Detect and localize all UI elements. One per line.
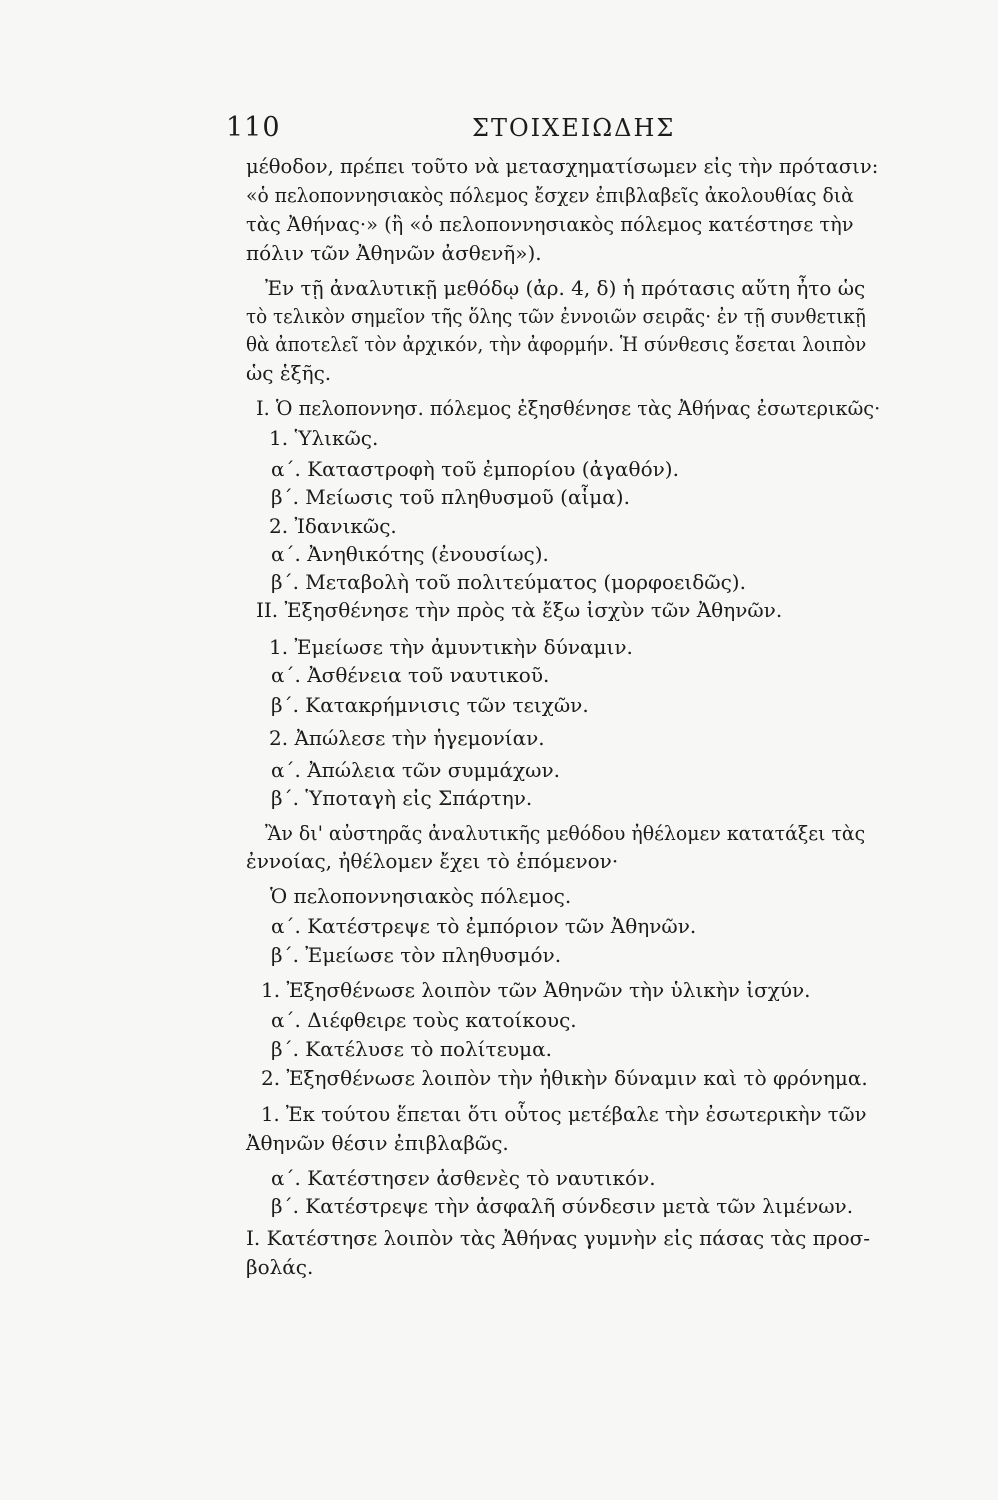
outline-item: 1. Ἐξησθένωσε λοιπὸν τῶν Ἀθηνῶν τὴν ὑλικὴν ἰσχύν. bbox=[261, 978, 811, 1002]
text-line: «ὁ πελοποννησιακὸς πόλεμος ἔσχεν ἐπιβλαβεῖς ἀκολουθίας διὰ bbox=[246, 183, 854, 207]
outline-subitem: α΄. Ἀνηθικότης (ἐνουσίως). bbox=[271, 542, 549, 566]
outline-subitem: α΄. Κατέστησεν ἀσθενὲς τὸ ναυτικόν. bbox=[271, 1166, 656, 1190]
outline-subitem: β΄. Κατακρήμνισις τῶν τειχῶν. bbox=[271, 693, 589, 717]
page-header bbox=[226, 112, 866, 148]
outline-item: 2. Ἀπώλεσε τὴν ἡγεμονίαν. bbox=[269, 726, 545, 750]
outline-subitem: β΄. Ὑποταγὴ εἰς Σπάρτην. bbox=[271, 786, 533, 810]
text-line: πόλιν τῶν Ἀθηνῶν ἀσθενῆ»). bbox=[246, 241, 542, 265]
outline-subitem: β΄. Ἐμείωσε τὸν πληθυσμόν. bbox=[271, 943, 562, 967]
text-line: μέθοδον, πρέπει τοῦτο νὰ μετασχηματίσωμεν εἰς τὴν πρότασιν: bbox=[246, 154, 879, 178]
page-number: 110 bbox=[226, 112, 281, 143]
text-line: βολάς. bbox=[246, 1255, 314, 1279]
outline-subitem: β΄. Κατέστρεψε τὴν ἀσφαλῆ σύνδεσιν μετὰ τῶν λιμένων. bbox=[271, 1194, 854, 1218]
text-line: Ἂν δι' αὐστηρᾶς ἀναλυτικῆς μεθόδου ἠθέλομεν κατατάξει τὰς bbox=[265, 821, 866, 845]
outline-heading: Ὁ πελοποννησιακὸς πόλεμος. bbox=[270, 884, 572, 908]
text-line: θὰ ἀποτελεῖ τὸν ἀρχικόν, τὴν ἀφορμήν. Ἡ σύνθεσις ἔσεται λοιπὸν bbox=[246, 332, 867, 356]
outline-subitem: β΄. Μεταβολὴ τοῦ πολιτεύματος (μορφοειδῶς). bbox=[271, 570, 746, 594]
outline-heading: I. Κατέστησε λοιπὸν τὰς Ἀθήνας γυμνὴν εἰς πάσας τὰς προσ- bbox=[246, 1226, 871, 1250]
outline-item: 1. Ἐκ τούτου ἕπεται ὅτι οὗτος μετέβαλε τὴν ἐσωτερικὴν τῶν bbox=[261, 1102, 867, 1126]
outline-subitem: α΄. Καταστροφὴ τοῦ ἐμπορίου (ἀγαθόν). bbox=[271, 457, 679, 481]
outline-subitem: α΄. Ἀσθένεια τοῦ ναυτικοῦ. bbox=[271, 663, 550, 687]
outline-item: 1. Ἐμείωσε τὴν ἀμυντικὴν δύναμιν. bbox=[269, 635, 633, 659]
outline-item: 2. Ἰδανικῶς. bbox=[269, 514, 397, 538]
outline-subitem: α΄. Κατέστρεψε τὸ ἐμπόριον τῶν Ἀθηνῶν. bbox=[271, 914, 697, 938]
outline-subitem: β΄. Μείωσις τοῦ πληθυσμοῦ (αἷμα). bbox=[271, 485, 630, 509]
text-line: τὰς Ἀθήνας·» (ἢ «ὁ πελοποννησιακὸς πόλεμος κατέστησε τὴν bbox=[246, 212, 854, 236]
outline-subitem: α΄. Ἀπώλεια τῶν συμμάχων. bbox=[271, 758, 561, 782]
text-line: ὡς ἑξῆς. bbox=[246, 361, 332, 385]
outline-heading: I. Ὁ πελοποννησ. πόλεμος ἐξησθένησε τὰς Ἀθήνας ἐσωτερικῶς· bbox=[256, 396, 881, 420]
text-line: ἐννοίας, ἠθέλομεν ἔχει τὸ ἑπόμενον· bbox=[246, 849, 619, 873]
text-line: Ἀθηνῶν θέσιν ἐπιβλαβῶς. bbox=[246, 1131, 509, 1155]
text-line: τὸ τελικὸν σημεῖον τῆς ὅλης τῶν ἐννοιῶν σειρᾶς· ἐν τῇ συνθετικῇ bbox=[246, 304, 866, 328]
outline-subitem: α΄. Διέφθειρε τοὺς κατοίκους. bbox=[271, 1008, 577, 1032]
text-line: Ἐν τῇ ἀναλυτικῇ μεθόδῳ (ἀρ. 4, δ) ἡ πρότασις αὕτη ἦτο ὡς bbox=[265, 276, 866, 300]
outline-item: 2. Ἐξησθένωσε λοιπὸν τὴν ἠθικὴν δύναμιν καὶ τὸ φρόνημα. bbox=[261, 1066, 868, 1090]
outline-heading: II. Ἐξησθένησε τὴν πρὸς τὰ ἔξω ἰσχὺν τῶν Ἀθηνῶν. bbox=[256, 598, 783, 622]
running-title: ΣΤΟΙΧΕΙΩΔΗΣ bbox=[472, 114, 676, 142]
outline-subitem: β΄. Κατέλυσε τὸ πολίτευμα. bbox=[271, 1037, 552, 1061]
outline-item: 1. Ὑλικῶς. bbox=[269, 426, 379, 450]
